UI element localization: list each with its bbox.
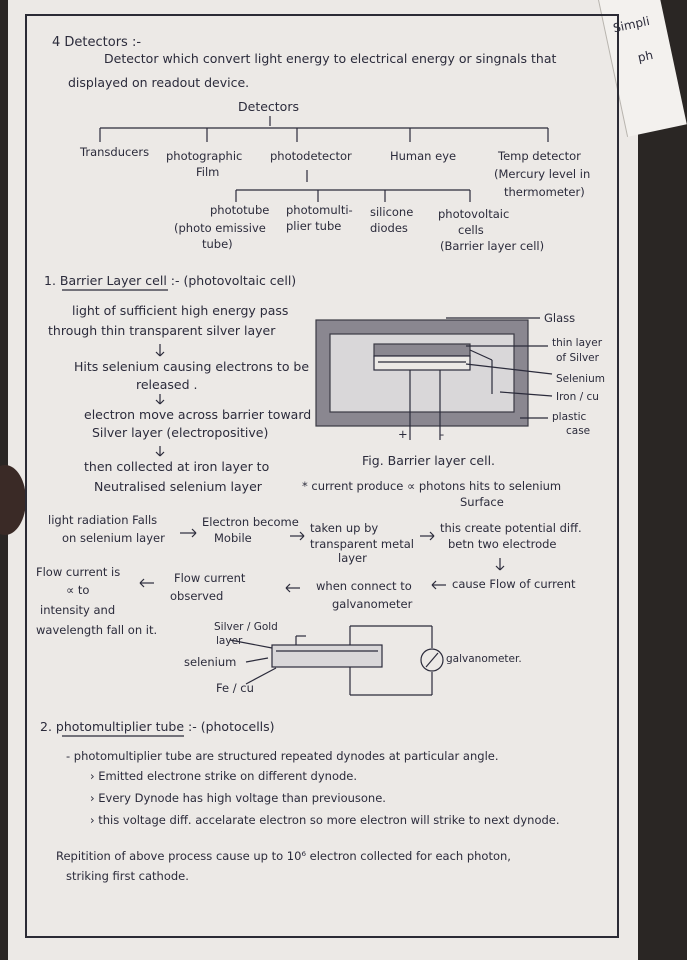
chain-10: Flow current is [36,565,121,579]
tree-transducers: Transducers [80,145,150,159]
note-line-2: Surface [460,495,504,509]
tree-human-eye: Human eye [390,149,457,163]
chain-12: intensity and [40,603,116,617]
tree-phototube-3: tube) [202,237,233,251]
edge-word-1: Simpli [611,13,651,36]
chain-2: on selenium layer [62,531,165,545]
chain-6: transparent metal [310,537,414,551]
pmt-line-4: › this voltage diff. accelarate electron so more electron will strike to next dynode. [90,813,560,827]
definition-line-1: Detector which convert light energy to electrical energy or singnals that [104,51,557,66]
chain-13: wavelength fall on it. [36,623,158,637]
circuit-label-fe-cu: Fe / cu [216,681,254,695]
flow-5: electron move across barrier toward [84,407,312,422]
tree-phototube: phototube [210,203,270,217]
definition-line-2: displayed on readout device. [68,75,250,90]
tree-temp-detector-3: thermometer) [504,185,585,199]
flow-3: Hits selenium causing electrons to be [74,359,310,374]
pmt-line-2: › Emitted electrone strike on different dynode. [90,769,358,783]
tree-photomultiplier-2: plier tube [286,219,342,233]
figure-caption: Fig. Barrier layer cell. [362,453,496,468]
fig-label-iron-cu: Iron / cu [556,391,599,403]
tree-barrier-layer: (Barrier layer cell) [440,239,545,253]
chain-4: Mobile [214,531,252,545]
flow-2: through thin transparent silver layer [48,323,276,338]
fig-label-minus: - [440,427,445,441]
flow-7: then collected at iron layer to [84,459,270,474]
flow-6: Silver layer (electropositive) [92,425,269,440]
chain-1: light radiation Falls [48,513,158,527]
chain-17: galvanometer [332,597,413,611]
tree-photodetector: photodetector [270,149,352,163]
fig-label-plus: + [398,427,408,441]
chain-9: betn two electrode [448,537,557,551]
chain-15: observed [170,589,224,603]
section-2-title: 2. photomultiplier tube :- (photocells) [40,719,275,734]
chain-8: this create potential diff. [440,521,582,535]
circuit-label-silver-gold: Silver / Gold [214,621,278,633]
pmt-line-3: › Every Dynode has high voltage than previousone. [90,791,386,805]
fig-label-glass: Glass [544,311,576,325]
chain-5: taken up by [310,521,379,535]
note-line-1: * current produce ∝ photons hits to selenium [302,479,562,493]
tree-silicone: silicone [370,205,414,219]
fig-label-case: case [566,425,591,437]
section-1-title: 1. Barrier Layer cell :- (photovoltaic cell) [44,273,297,288]
closing-line-1: Repitition of above process cause up to 10⁶ electron collected for each photon, [56,849,511,863]
tree-root: Detectors [238,99,299,114]
circuit-label-layer: layer [216,635,243,647]
fig-label-plastic: plastic [552,411,587,423]
edge-word-2: ph [636,47,655,65]
flow-8: Neutralised selenium layer [94,479,262,494]
chain-16: when connect to [316,579,412,593]
circuit-label-selenium: selenium [184,655,237,669]
tree-photomultiplier: photomulti- [286,203,353,217]
tree-diodes: diodes [370,221,408,235]
chain-3: Electron become [202,515,299,529]
tree-film: Film [196,165,220,179]
tree-temp-detector-2: (Mercury level in [494,167,591,181]
chain-7: layer [338,551,367,565]
circuit-label-galvanometer: galvanometer. [446,653,522,665]
fig-label-selenium: Selenium [556,373,605,385]
fig-label-thin-layer: thin layer [552,337,603,349]
tree-photovoltaic: photovoltaic [438,207,510,221]
section-heading: 4 Detectors :- [52,35,142,50]
tree-photographic: photographic [166,149,243,163]
tree-cells: cells [458,223,484,237]
pmt-line-1: - photomultiplier tube are structured repeated dynodes at particular angle. [66,749,499,763]
fig-label-of-silver: of Silver [556,352,599,364]
tree-temp-detector: Temp detector [498,149,581,163]
closing-line-2: striking first cathode. [66,869,189,883]
flow-1: light of sufficient high energy pass [72,303,289,318]
flow-4: released . [136,377,198,392]
chain-14: Flow current [174,571,246,585]
chain-11: ∝ to [66,583,90,597]
chain-18: cause Flow of current [452,577,576,591]
tree-phototube-2: (photo emissive [174,221,266,235]
